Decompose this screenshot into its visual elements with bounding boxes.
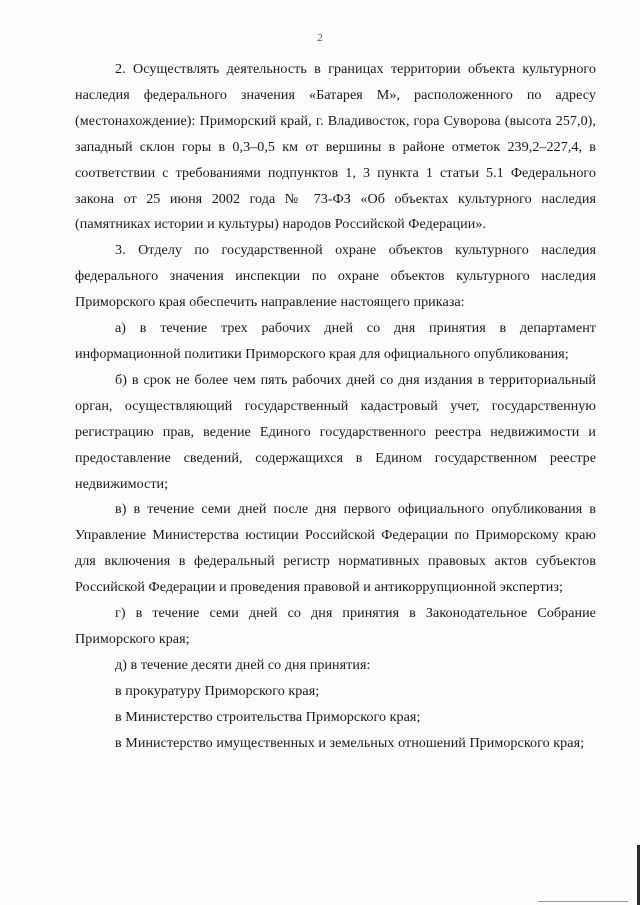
recipient-prosecutor: в прокуратуру Приморского края; bbox=[115, 682, 320, 699]
subitem-v: в) в течение семи дней после дня первого официального опубликования в Управление Министерства юстиции Российской Федерации по Приморскому краю для включения в федеральный регистр нормативных правовых актов субъектов Российской Федерации и проведения правовой и антикоррупционной экспертиз; bbox=[75, 501, 596, 596]
subitem-g: г) в течение семи дней со дня принятия в Законодательное Собрание Приморского края; bbox=[75, 605, 596, 647]
paragraph-item-2: 2. Осуществлять деятельность в границах территории объекта культурного наследия федерального значения «Батарея М», расположенного по адресу (местонахождение): Приморский край, г. Владивосток, гора Суворова (высота 257,0), западный склон горы в 0,3–0,5 км от вершины в районе отметок 239,2–227,4, в соответствии с требованиями подпунктов 1, 3 пункта 1 статьи 5.1 Федерального закона от 25 июня 2002 года № 73-ФЗ «Об объектах культурного наследия (памятниках истории и культуры) народов Российской Федерации». bbox=[75, 61, 596, 233]
recipient-construction-ministry: в Министерство строительства Приморского края; bbox=[115, 708, 421, 725]
page-number: 2 bbox=[317, 32, 323, 44]
subitem-a: а) в течение трех рабочих дней со дня принятия в департамент информационной политики Приморского края для официального опубликования; bbox=[75, 320, 596, 362]
subitem-d: д) в течение десяти дней со дня принятия: bbox=[115, 656, 371, 673]
scan-bottom-line bbox=[538, 901, 628, 902]
document-body bbox=[75, 57, 596, 756]
recipient-property-ministry: в Министерство имущественных и земельных отношений Приморского края; bbox=[115, 734, 585, 751]
paragraph-item-3: 3. Отделу по государственной охране объектов культурного наследия федерального значения инспекции по охране объектов культурного наследия Приморского края обеспечить направление настоящего приказа: bbox=[75, 242, 596, 311]
subitem-b: б) в срок не более чем пять рабочих дней со дня издания в территориальный орган, осуществляющий государственный кадастровый учет, государственную регистрацию прав, ведение Единого государственного реестра недвижимости и предоставление сведений, содержащихся в Едином государственном реестре недвижимости; bbox=[75, 371, 596, 492]
